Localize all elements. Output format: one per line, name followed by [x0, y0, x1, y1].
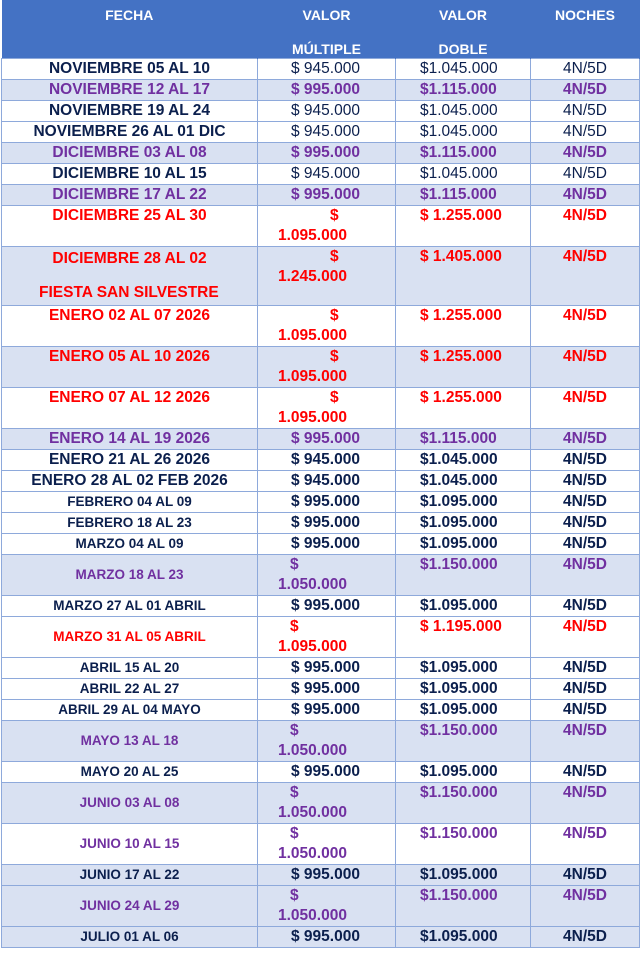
multiple-amount: 1.095.000 — [278, 368, 347, 385]
row-multiple: $ 945.000 — [258, 164, 396, 185]
row-doble: $1.150.000 — [396, 721, 531, 762]
table-row — [2, 122, 640, 143]
row-nights: 4N/5D — [531, 247, 640, 306]
row-multiple: $ 995.000 — [258, 513, 396, 534]
row-nights: 4N/5D — [531, 206, 640, 247]
row-nights: 4N/5D — [531, 164, 640, 185]
row-doble: $1.115.000 — [396, 185, 531, 206]
row-doble: $ 1.195.000 — [396, 617, 531, 658]
multiple-amount: 1.050.000 — [278, 845, 347, 862]
row-date: NOVIEMBRE 19 AL 24 — [2, 101, 258, 122]
row-nights: 4N/5D — [531, 80, 640, 101]
row-date: ABRIL 29 AL 04 MAYO — [2, 700, 258, 721]
row-multiple — [258, 783, 396, 824]
table-row — [2, 679, 640, 700]
row-multiple: $ 995.000 — [258, 596, 396, 617]
row-multiple — [258, 347, 396, 388]
row-date: MAYO 13 AL 18 — [2, 721, 258, 762]
row-date: JULIO 01 AL 06 — [2, 927, 258, 948]
row-doble: $1.115.000 — [396, 429, 531, 450]
table-row — [2, 865, 640, 886]
multiple-currency: $ — [330, 248, 339, 265]
row-date: MARZO 18 AL 23 — [2, 555, 258, 596]
table-row — [2, 596, 640, 617]
table-row — [2, 185, 640, 206]
row-multiple: $ 995.000 — [258, 927, 396, 948]
row-doble: $1.045.000 — [396, 122, 531, 143]
row-doble: $ 1.255.000 — [396, 306, 531, 347]
row-doble: $1.095.000 — [396, 513, 531, 534]
table-row — [2, 700, 640, 721]
row-doble: $1.150.000 — [396, 783, 531, 824]
row-multiple: $ 995.000 — [258, 534, 396, 555]
row-multiple: $ 995.000 — [258, 658, 396, 679]
multiple-amount: 1.050.000 — [278, 907, 347, 924]
row-nights: 4N/5D — [531, 513, 640, 534]
row-date: MAYO 20 AL 25 — [2, 762, 258, 783]
row-nights: 4N/5D — [531, 679, 640, 700]
table-row — [2, 534, 640, 555]
table-row — [2, 783, 640, 824]
row-doble: $1.095.000 — [396, 762, 531, 783]
row-nights: 4N/5D — [531, 59, 640, 80]
row-nights: 4N/5D — [531, 865, 640, 886]
row-date: ENERO 21 AL 26 2026 — [2, 450, 258, 471]
multiple-amount: 1.245.000 — [278, 268, 347, 285]
multiple-currency: $ — [330, 348, 339, 365]
row-date: JUNIO 10 AL 15 — [2, 824, 258, 865]
multiple-currency: $ — [290, 556, 299, 573]
row-multiple — [258, 206, 396, 247]
row-nights: 4N/5D — [531, 388, 640, 429]
table-row — [2, 658, 640, 679]
row-nights: 4N/5D — [531, 617, 640, 658]
row-multiple: $ 995.000 — [258, 80, 396, 101]
row-date: DICIEMBRE 28 AL 02 — [52, 250, 207, 267]
row-multiple — [258, 555, 396, 596]
table-row — [2, 347, 640, 388]
row-date: ENERO 28 AL 02 FEB 2026 — [2, 471, 258, 492]
multiple-amount: 1.095.000 — [278, 227, 347, 244]
multiple-amount: 1.095.000 — [278, 409, 347, 426]
row-multiple: $ 995.000 — [258, 865, 396, 886]
row-date: JUNIO 03 AL 08 — [2, 783, 258, 824]
row-nights: 4N/5D — [531, 762, 640, 783]
row-doble: $1.115.000 — [396, 143, 531, 164]
table-row — [2, 555, 640, 596]
row-doble: $1.095.000 — [396, 658, 531, 679]
table-row — [2, 824, 640, 865]
row-nights: 4N/5D — [531, 122, 640, 143]
row-doble: $1.095.000 — [396, 534, 531, 555]
table-row — [2, 927, 640, 948]
multiple-currency: $ — [330, 307, 339, 324]
table-row — [2, 80, 640, 101]
row-date: ABRIL 22 AL 27 — [2, 679, 258, 700]
row-nights: 4N/5D — [531, 700, 640, 721]
table-row — [2, 471, 640, 492]
row-doble: $1.095.000 — [396, 927, 531, 948]
table-row — [2, 143, 640, 164]
row-doble: $ 1.255.000 — [396, 388, 531, 429]
header-row — [2, 0, 640, 59]
row-multiple: $ 995.000 — [258, 700, 396, 721]
row-multiple: $ 945.000 — [258, 122, 396, 143]
table-row — [2, 388, 640, 429]
multiple-currency: $ — [330, 207, 339, 224]
multiple-currency: $ — [290, 722, 299, 739]
row-nights: 4N/5D — [531, 450, 640, 471]
row-nights: 4N/5D — [531, 886, 640, 927]
table-row — [2, 721, 640, 762]
row-doble: $1.150.000 — [396, 886, 531, 927]
row-nights: 4N/5D — [531, 783, 640, 824]
row-multiple: $ 995.000 — [258, 762, 396, 783]
row-doble: $1.045.000 — [396, 59, 531, 80]
row-multiple — [258, 721, 396, 762]
table-row — [2, 762, 640, 783]
header-valor-multiple: VALOR MÚLTIPLE — [258, 0, 396, 59]
row-multiple: $ 995.000 — [258, 143, 396, 164]
row-date-cell — [2, 247, 258, 306]
row-date: MARZO 31 AL 05 ABRIL — [2, 617, 258, 658]
row-doble: $ 1.255.000 — [396, 347, 531, 388]
table-row — [2, 492, 640, 513]
row-date: JUNIO 24 AL 29 — [2, 886, 258, 927]
table-row — [2, 306, 640, 347]
row-doble: $1.095.000 — [396, 700, 531, 721]
row-nights: 4N/5D — [531, 824, 640, 865]
row-date: ABRIL 15 AL 20 — [2, 658, 258, 679]
row-nights: 4N/5D — [531, 596, 640, 617]
table-row — [2, 450, 640, 471]
row-date: MARZO 27 AL 01 ABRIL — [2, 596, 258, 617]
row-multiple: $ 945.000 — [258, 471, 396, 492]
row-doble: $1.095.000 — [396, 596, 531, 617]
row-date: NOVIEMBRE 12 AL 17 — [2, 80, 258, 101]
table-row — [2, 886, 640, 927]
row-date: NOVIEMBRE 05 AL 10 — [2, 59, 258, 80]
row-doble: $1.095.000 — [396, 492, 531, 513]
multiple-amount: 1.050.000 — [278, 576, 347, 593]
row-date: DICIEMBRE 25 AL 30 — [2, 206, 258, 247]
row-date: JUNIO 17 AL 22 — [2, 865, 258, 886]
row-multiple — [258, 306, 396, 347]
multiple-currency: $ — [290, 784, 299, 801]
row-multiple: $ 995.000 — [258, 185, 396, 206]
table-row — [2, 247, 640, 306]
row-nights: 4N/5D — [531, 492, 640, 513]
row-date: DICIEMBRE 03 AL 08 — [2, 143, 258, 164]
row-date: MARZO 04 AL 09 — [2, 534, 258, 555]
table-row — [2, 429, 640, 450]
row-nights: 4N/5D — [531, 471, 640, 492]
row-multiple — [258, 617, 396, 658]
table-row — [2, 101, 640, 122]
row-doble: $1.045.000 — [396, 164, 531, 185]
row-nights: 4N/5D — [531, 927, 640, 948]
row-date: FEBRERO 18 AL 23 — [2, 513, 258, 534]
multiple-currency: $ — [330, 389, 339, 406]
row-doble: $1.095.000 — [396, 865, 531, 886]
row-doble: $ 1.405.000 — [396, 247, 531, 306]
row-multiple — [258, 886, 396, 927]
row-doble: $ 1.255.000 — [396, 206, 531, 247]
row-multiple: $ 995.000 — [258, 679, 396, 700]
row-doble: $1.045.000 — [396, 450, 531, 471]
row-date: DICIEMBRE 17 AL 22 — [2, 185, 258, 206]
row-doble: $1.150.000 — [396, 555, 531, 596]
row-nights: 4N/5D — [531, 658, 640, 679]
row-nights: 4N/5D — [531, 143, 640, 164]
row-doble: $1.150.000 — [396, 824, 531, 865]
row-nights: 4N/5D — [531, 721, 640, 762]
row-multiple — [258, 824, 396, 865]
table-row — [2, 513, 640, 534]
row-multiple: $ 995.000 — [258, 429, 396, 450]
row-date-note: FIESTA SAN SILVESTRE — [39, 284, 219, 301]
row-doble: $1.045.000 — [396, 471, 531, 492]
price-table — [1, 0, 640, 948]
multiple-amount: 1.095.000 — [278, 638, 347, 655]
row-date: ENERO 05 AL 10 2026 — [2, 347, 258, 388]
row-nights: 4N/5D — [531, 101, 640, 122]
row-multiple: $ 995.000 — [258, 492, 396, 513]
row-date: DICIEMBRE 10 AL 15 — [2, 164, 258, 185]
multiple-amount: 1.050.000 — [278, 804, 347, 821]
multiple-currency: $ — [290, 887, 299, 904]
header-valor-doble: VALOR DOBLE — [396, 0, 531, 59]
row-doble: $1.115.000 — [396, 80, 531, 101]
row-date: FEBRERO 04 AL 09 — [2, 492, 258, 513]
row-multiple: $ 945.000 — [258, 101, 396, 122]
row-multiple — [258, 388, 396, 429]
header-fecha: FECHA — [2, 0, 258, 59]
multiple-amount: 1.095.000 — [278, 327, 347, 344]
table-row — [2, 617, 640, 658]
multiple-currency: $ — [290, 825, 299, 842]
header-noches: NOCHES — [531, 0, 640, 59]
row-date: ENERO 14 AL 19 2026 — [2, 429, 258, 450]
row-nights: 4N/5D — [531, 429, 640, 450]
row-doble: $1.045.000 — [396, 101, 531, 122]
table-row — [2, 59, 640, 80]
row-date: ENERO 02 AL 07 2026 — [2, 306, 258, 347]
row-nights: 4N/5D — [531, 185, 640, 206]
row-nights: 4N/5D — [531, 306, 640, 347]
row-nights: 4N/5D — [531, 534, 640, 555]
multiple-currency: $ — [290, 618, 299, 635]
row-date: NOVIEMBRE 26 AL 01 DIC — [2, 122, 258, 143]
row-multiple — [258, 247, 396, 306]
table-row — [2, 206, 640, 247]
row-multiple: $ 945.000 — [258, 59, 396, 80]
row-nights: 4N/5D — [531, 555, 640, 596]
table-row — [2, 164, 640, 185]
row-nights: 4N/5D — [531, 347, 640, 388]
multiple-amount: 1.050.000 — [278, 742, 347, 759]
row-date: ENERO 07 AL 12 2026 — [2, 388, 258, 429]
row-doble: $1.095.000 — [396, 679, 531, 700]
row-multiple: $ 945.000 — [258, 450, 396, 471]
